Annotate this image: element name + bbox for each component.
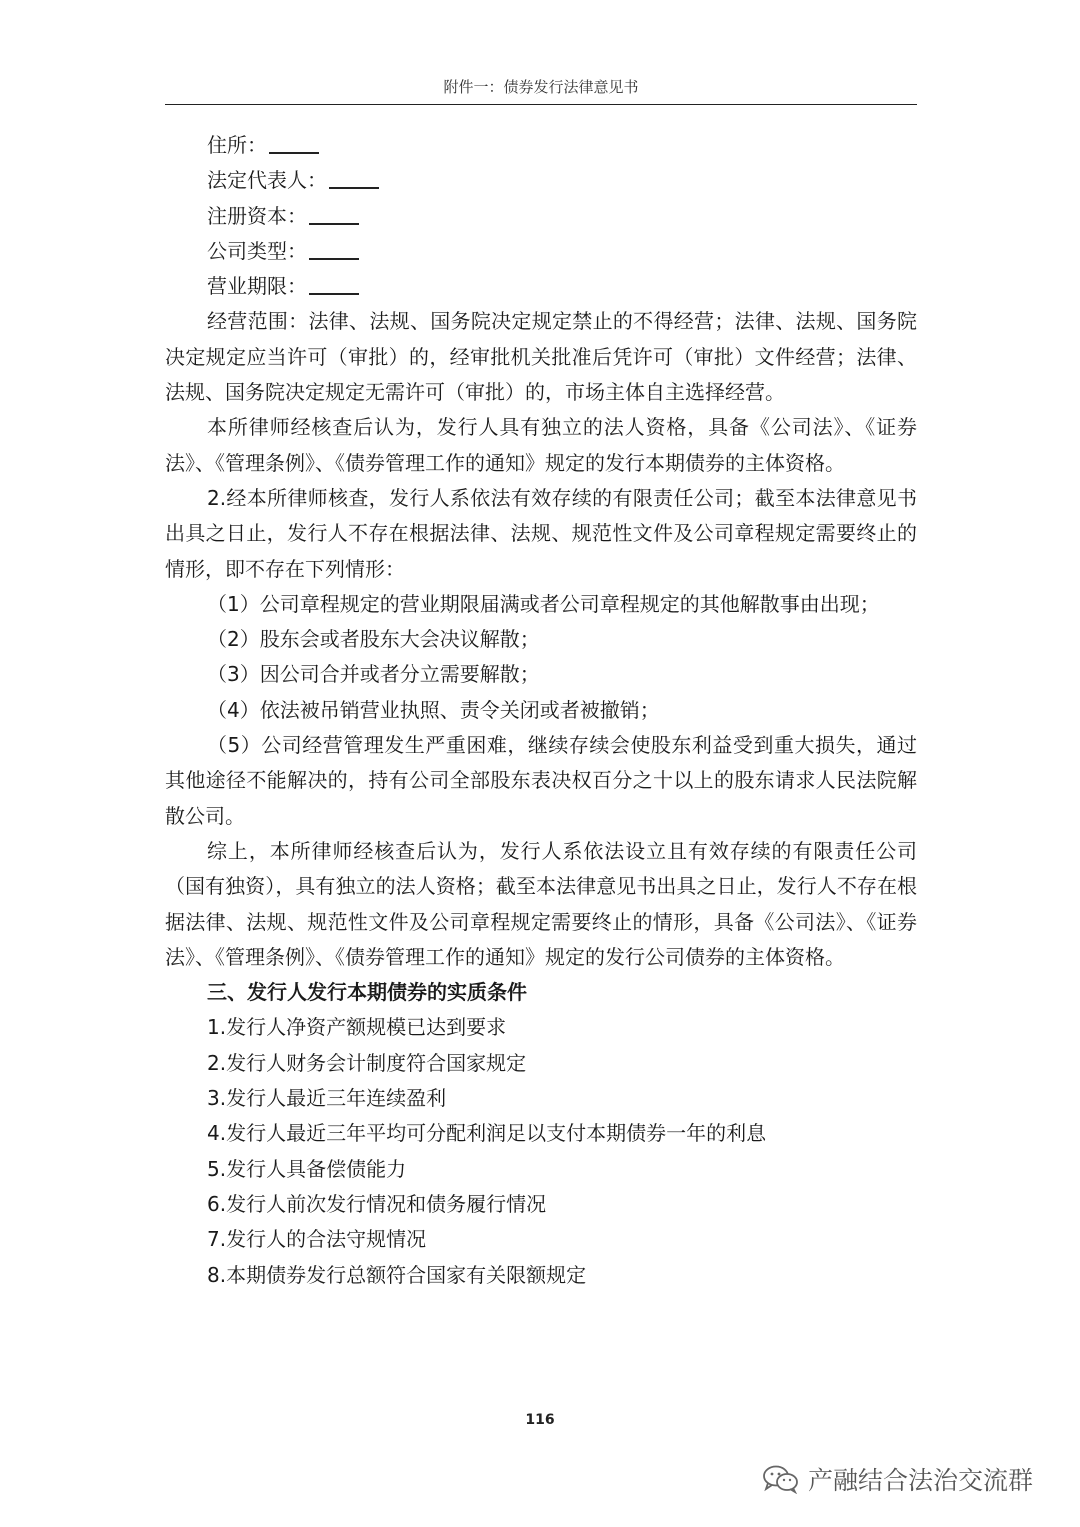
list-item-sub4: （4）依法被吊销营业执照、责令关闭或者被撤销；: [207, 697, 660, 722]
field-company-type: [165, 234, 917, 269]
blank-line: [309, 203, 359, 225]
blank-line: [309, 273, 359, 295]
paragraph-business-scope: 经营范围：法律、法规、国务院决定规定禁止的不得经营；法律、法规、国务院决定规定应当许可（审批）的，经审批机关批准后凭许可（审批）文件经营；法律、法规、国务院决定规定无需许可（审批）的，市场主体自主选择经营。: [165, 309, 917, 405]
list-item-sub1: （1）公司章程规定的营业期限届满或者公司章程规定的其他解散事由出现；: [207, 591, 880, 616]
condition-item: 4.发行人最近三年平均可分配利润足以支付本期债券一年的利息: [207, 1121, 767, 1146]
blank-line: [269, 132, 319, 154]
condition-item: 5.发行人具备偿债能力: [207, 1156, 407, 1181]
paragraph-conclusion: 本所律师经核查后认为，发行人具有独立的法人资格，具备《公司法》、《证券法》、《管理条例》、《债券管理工作的通知》规定的发行本期债券的主体资格。: [165, 415, 917, 475]
list-item-sub3: （3）因公司合并或者分立需要解散；: [207, 662, 540, 687]
list-item-sub5: （5）公司经营管理发生严重困难，继续存续会使股东利益受到重大损失，通过其他途径不能解决的，持有公司全部股东表决权百分之十以上的股东请求人民法院解散公司。: [165, 733, 917, 828]
blank-line: [309, 238, 359, 260]
field-business-term: [165, 269, 917, 304]
field-legal-rep: [165, 163, 917, 198]
blank-line: [329, 167, 379, 189]
page-header: 附件一：债券发行法律意见书: [443, 78, 639, 96]
page-number: 116: [525, 1412, 555, 1428]
paragraph-item-2: 2.经本所律师核查，发行人系依法有效存续的有限责任公司；截至本法律意见书出具之日止，发行人不存在根据法律、法规、规范性文件及公司章程规定需要终止的情形，即不存在下列情形：: [165, 485, 917, 581]
wechat-icon: [762, 1464, 800, 1494]
list-item-sub2: （2）股东会或者股东大会决议解散；: [207, 627, 540, 652]
condition-item: 3.发行人最近三年连续盈利: [207, 1086, 447, 1111]
condition-item: 7.发行人的合法守规情况: [207, 1227, 427, 1252]
header-divider: [165, 104, 917, 105]
watermark: [762, 1459, 1033, 1499]
condition-item: 8.本期债券发行总额符合国家有关限额规定: [207, 1262, 587, 1287]
field-capital: [165, 199, 917, 234]
document-body: [165, 128, 917, 1293]
section-heading: 三、发行人发行本期债券的实质条件: [207, 980, 527, 1005]
condition-item: 1.发行人净资产额规模已达到要求: [207, 1015, 507, 1040]
field-label: 法定代表人：: [207, 168, 327, 193]
condition-item: 6.发行人前次发行情况和债务履行情况: [207, 1191, 547, 1216]
field-address: [165, 128, 917, 163]
field-label: 注册资本：: [207, 203, 307, 228]
field-label: 营业期限：: [207, 274, 307, 299]
field-label: 住所：: [207, 133, 267, 157]
watermark-text: 产融结合法治交流群: [808, 1466, 1034, 1495]
field-label: 公司类型：: [207, 238, 307, 263]
paragraph-summary: 综上，本所律师经核查后认为，发行人系依法设立且有效存续的有限责任公司（国有独资），具有独立的法人资格；截至本法律意见书出具之日止，发行人不存在根据法律、法规、规范性文件及公司章程规定需要终止的情形，具备《公司法》、《证券法》、《管理条例》、《债券管理工作的通知》规定的发行公司债券的主体资格。: [165, 838, 917, 969]
condition-item: 2.发行人财务会计制度符合国家规定: [207, 1050, 527, 1075]
